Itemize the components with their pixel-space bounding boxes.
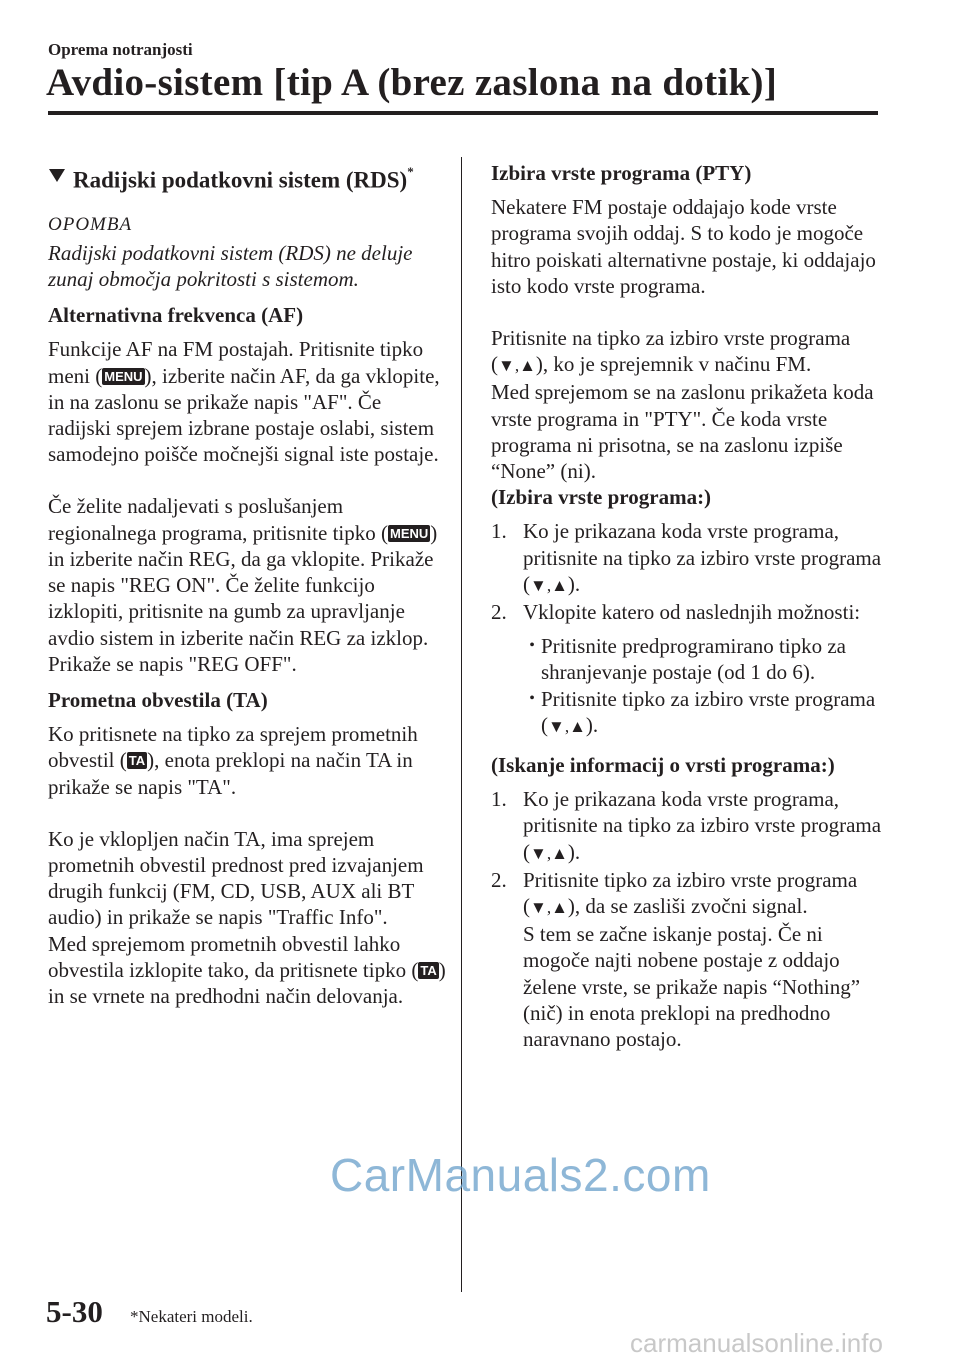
section-label: Oprema notranjosti [48, 40, 193, 59]
menu-key-icon: MENU [104, 368, 143, 384]
search-step-2: 2. Pritisnite tipko za izbiro vrste programa (▼,▲), da se zasliši zvočni signal. S tem se začne iskanje postaj. Če ni mogoče najti nobene postaje z oddajo želene vrste, se prikaže napis “Nothing” (nič) in enota preklopi na predhodno naravnano postajo. [491, 867, 861, 1052]
down-up-arrows-icon: ▼,▲ [530, 843, 568, 863]
ta-paragraph-2: Ko je vklopljen način TA, ima sprejem prometnih obvestil prednost pred izvajanjem drugih funkcij (FM, CD, USB, AUX ali BT audio) in prikaže se napis "Traffic Info". [48, 826, 424, 930]
ta-paragraph-3: Med sprejemom prometnih obvestil lahko obvestila izklopite tako, da pritisnete tipko ( TA) in se vrnete na predhodni način delovanja. [48, 931, 446, 1008]
pty-paragraph-1: Nekatere FM postaje oddajajo kode vrste programa svojih oddaj. S to kodo je mogoče hitro poiskati alternativne postaje, ki oddajajo isto kodo vrste programa. [491, 195, 876, 298]
af-paragraph-1: Funkcije AF na FM postajah. Pritisnite tipko meni ( MENU), izberite način AF, da ga vklopite, in na zaslonu se prikaže napis "AF". Če radijski sprejem izbrane postaje oslabi, sistem samodejno poišče močnejši signal iste postaje. [48, 337, 440, 467]
select-bullet-1: • Pritisnite predprogramirano tipko za shranjevanje postaje (od 1 do 6). [523, 633, 891, 685]
ta-heading: Prometna obvestila (TA) [48, 687, 268, 712]
down-up-arrows-icon: ▼,▲ [530, 898, 568, 918]
bullet-icon: • [529, 689, 535, 707]
note-body: Radijski podatkovni sistem (RDS) ne deluje zunaj območja pokritosti s sistemom. [48, 240, 413, 292]
ta-paragraph-1: Ko pritisnete na tipko za sprejem prometnih obvestil ( TA), enota preklopi na način TA in prikaže se napis "TA". [48, 722, 418, 799]
rds-heading [48, 160, 448, 196]
footnote: *Nekateri modeli. [130, 1307, 253, 1326]
note-title: OPOMBA [48, 213, 133, 235]
select-step-1: 1. Ko je prikazana koda vrste programa, pritisnite na tipko za izbiro vrste programa (▼,▲). [491, 519, 882, 596]
site-watermark: carmanualsonline.info [630, 1328, 883, 1358]
search-step-1: 1. Ko je prikazana koda vrste programa, pritisnite na tipko za izbiro vrste programa (▼,▲). [491, 787, 882, 864]
watermark: CarManuals2.com [330, 1149, 711, 1201]
ta-key-icon: TA [420, 962, 437, 978]
left-column [48, 160, 448, 1009]
af-paragraph-2: Če želite nadaljevati s poslušanjem regionalnega programa, pritisnite tipko ( MENU) in izberite način REG, da ga vklopite. Prikaže se napis "REG ON". Če želite funkcijo izklopiti, pritisnite na gumb za upravljanje avdio sistem in izberite način REG za izklop. Prikaže se napis "REG OFF". [48, 494, 438, 676]
column-divider [461, 157, 462, 1292]
down-up-arrows-icon: ▼,▲ [530, 575, 568, 595]
pty-heading: Izbira vrste programa (PTY) [491, 161, 752, 185]
select-step-2: 2. Vklopite katero od naslednjih možnosti: [491, 600, 861, 625]
down-up-arrows-icon: ▼,▲ [548, 716, 586, 736]
select-bullet-2: • Pritisnite tipko za izbiro vrste programa (▼,▲). [523, 686, 891, 740]
down-up-arrows-icon: ▼,▲ [498, 356, 536, 376]
search-heading: (Iskanje informacij o vrsti programa:) [491, 753, 835, 778]
right-column [491, 160, 891, 1052]
af-heading: Alternativna frekvenca (AF) [48, 303, 304, 328]
header-rule [48, 111, 878, 115]
rds-heading-text: Radijski podatkovni sistem (RDS) [73, 167, 408, 193]
menu-key-icon: MENU [389, 525, 429, 541]
select-heading: (Izbira vrste programa:) [491, 485, 712, 510]
footnote-marker: * [407, 164, 414, 179]
page-number: 5-30 [46, 1294, 103, 1329]
pty-paragraph-3: Med sprejemom se na zaslonu prikažeta koda vrste programa in "PTY". Če koda vrste programa ni prisotna, se na zaslonu izpiše “None” (ni). [491, 380, 874, 484]
bullet-icon: • [529, 637, 535, 655]
page-title: Avdio-sistem [tip A (brez zaslona na dotik)] [46, 61, 778, 104]
pty-paragraph-2: Pritisnite na tipko za izbiro vrste programa (▼,▲), ko je sprejemnik v načinu FM. [491, 326, 851, 377]
ta-key-icon: TA [128, 753, 146, 769]
triangle-down-icon [49, 169, 65, 182]
